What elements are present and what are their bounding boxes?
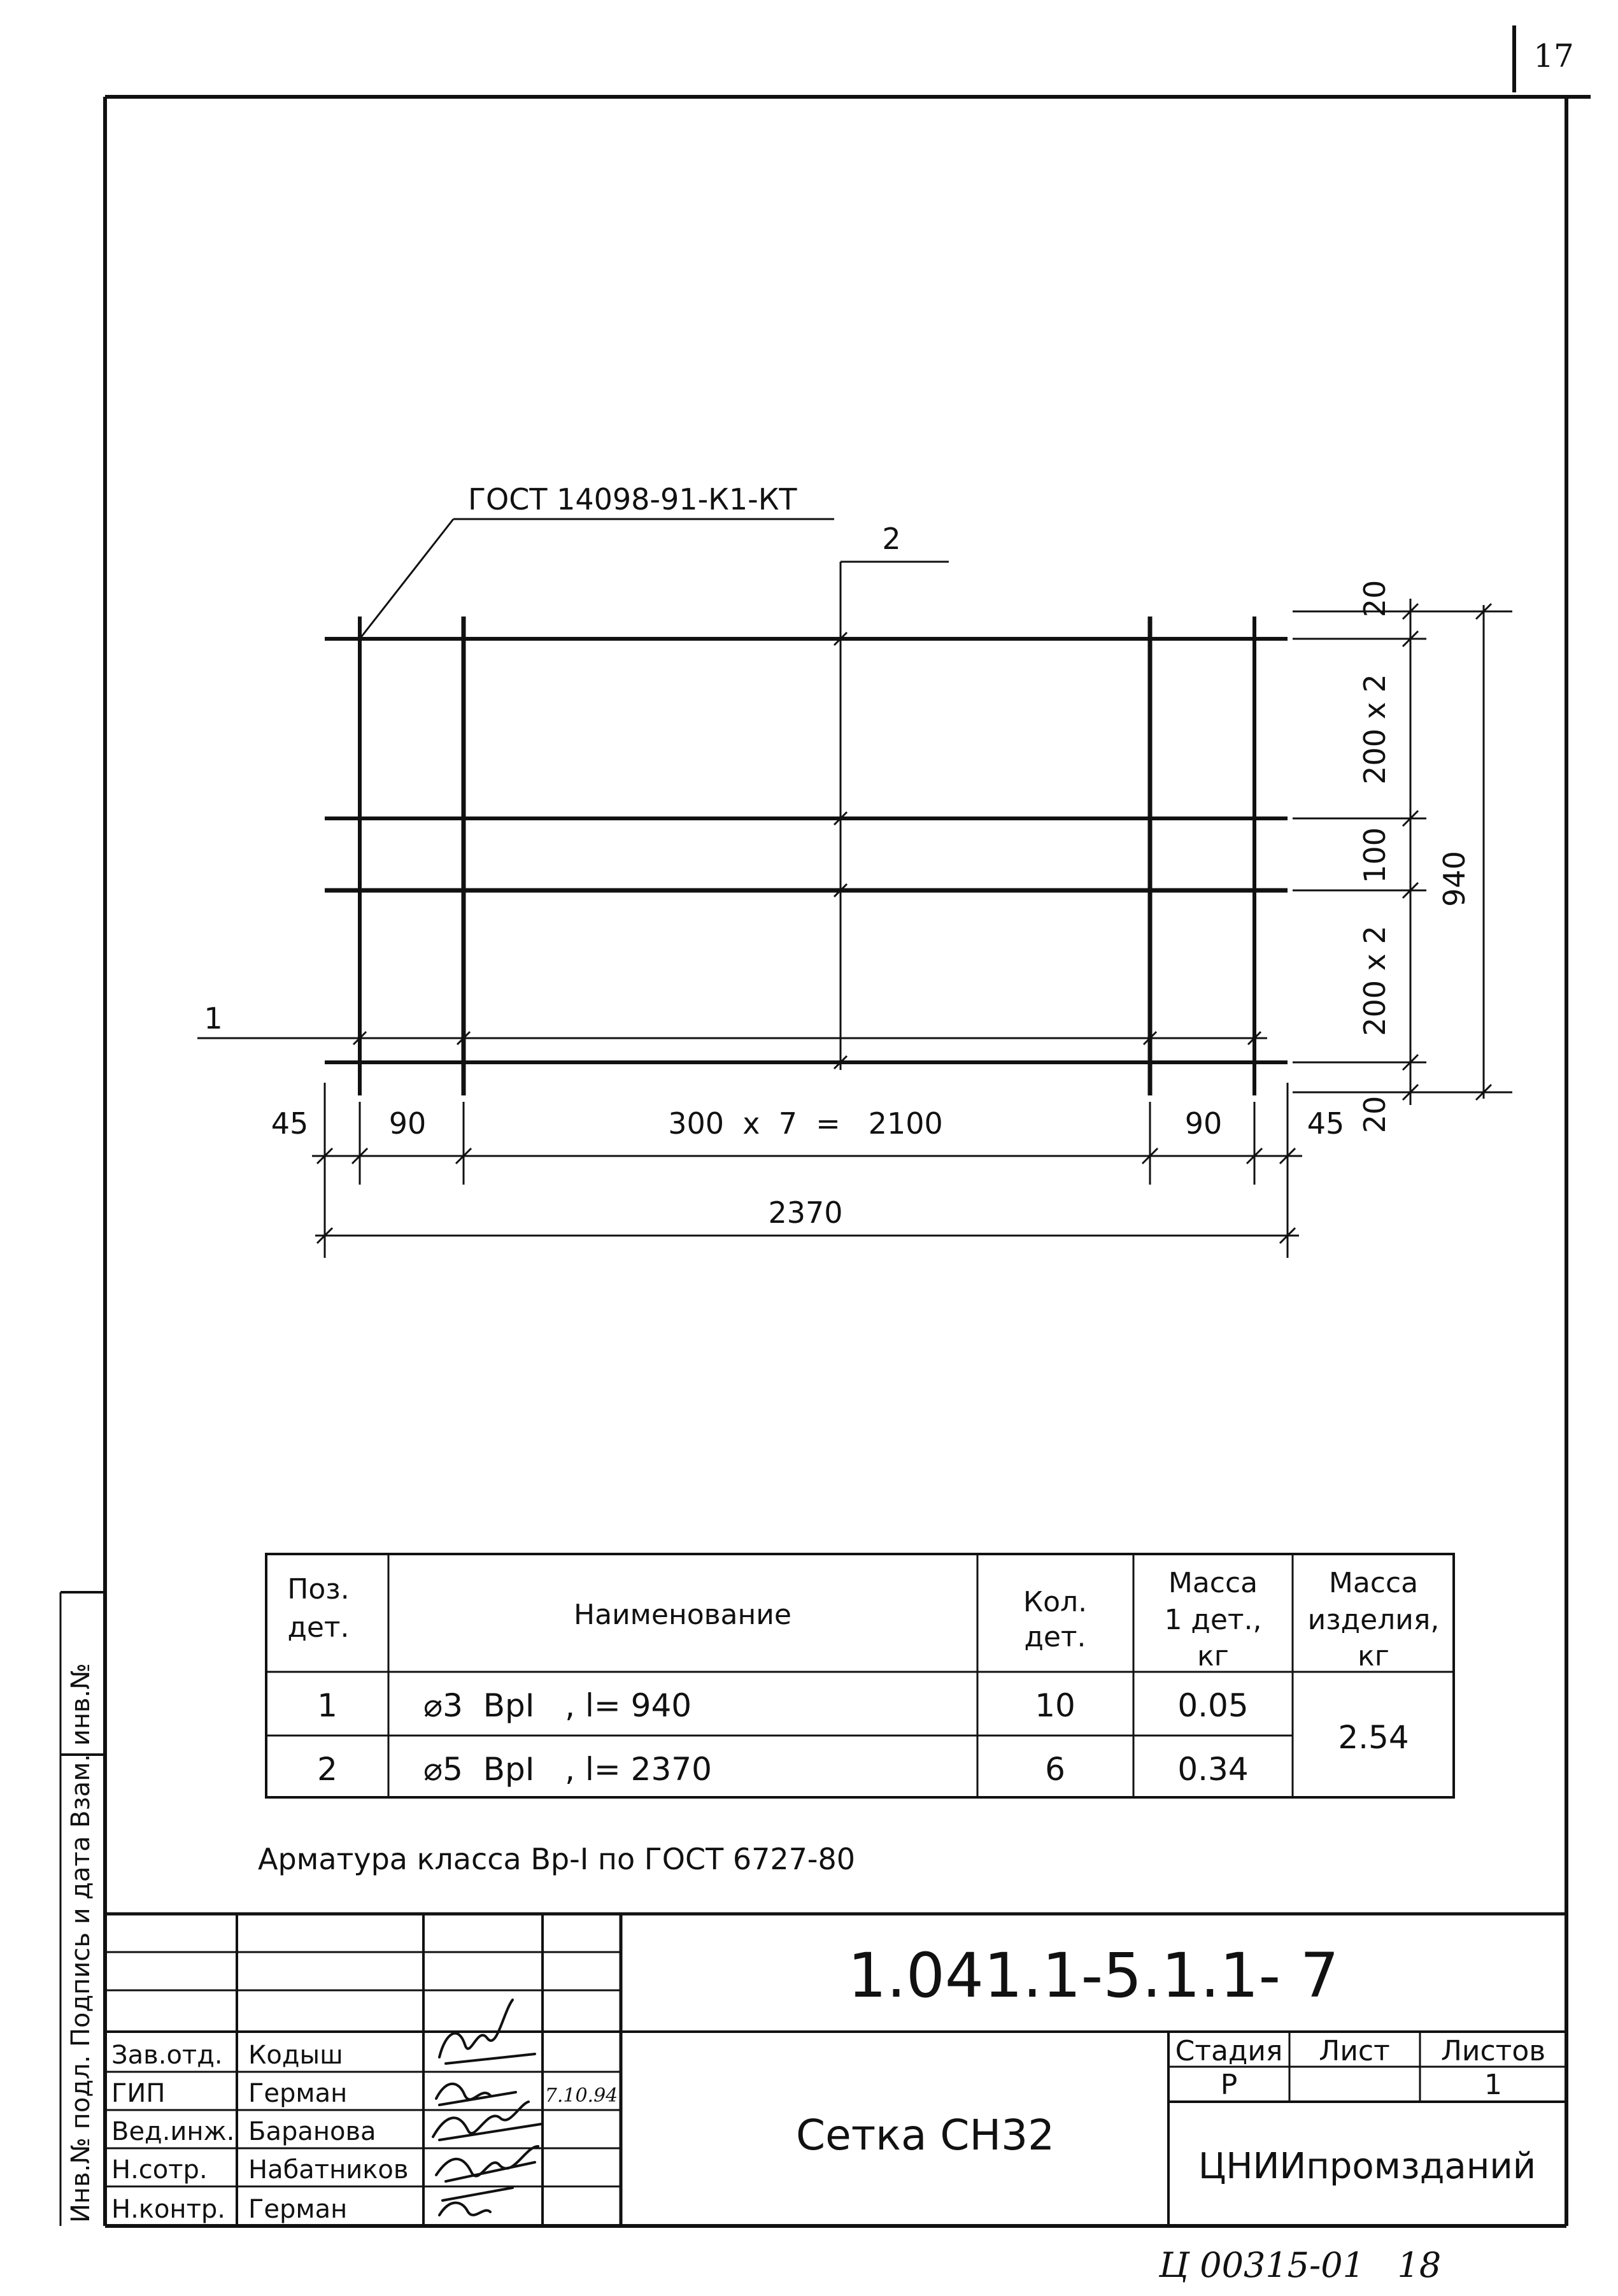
doc-code: 1.041.1-5.1.1- 7	[848, 1940, 1339, 2011]
header-mass1-line1: Масса	[1168, 1567, 1258, 1599]
signer-name: Герман	[248, 2195, 348, 2224]
reinforcement-note: Арматура класса Вр-I по ГОСТ 6727-80	[258, 1842, 856, 1876]
side-stamp-text: Инв.№ подл. Подпись и дата Взам. инв.№	[66, 1663, 96, 2223]
signer-role: Н.контр.	[111, 2195, 225, 2224]
dim-upper: 200 x 2	[1358, 674, 1392, 785]
sheets-value: 1	[1484, 2069, 1502, 2101]
row1-pos: 1	[317, 1687, 337, 1724]
pos2-label: 2	[882, 522, 901, 556]
signer-row	[111, 2155, 408, 2185]
header-mass-total-line2: изделия,	[1307, 1604, 1440, 1636]
signer-name: Кодыш	[248, 2041, 343, 2070]
header-pos-line1: Поз.	[287, 1573, 350, 1606]
signer-role: Н.сотр.	[111, 2155, 208, 2185]
signer-role: Зав.отд.	[111, 2041, 223, 2070]
dim-lower: 200 x 2	[1358, 925, 1392, 1036]
dim-bottom-edge: 20	[1358, 1095, 1392, 1134]
signer-name: Набатников	[248, 2155, 409, 2185]
frame	[105, 97, 1591, 2226]
signer-row	[111, 2117, 376, 2146]
organization: ЦНИИпромзданий	[1198, 2146, 1536, 2187]
dim-bay-left: 90	[388, 1106, 427, 1141]
mesh-drawing	[197, 482, 1512, 1258]
archive-number: Ц 00315-01 18	[1159, 2245, 1442, 2285]
gost-leader-label: ГОСТ 14098-91-К1-КТ	[468, 482, 797, 517]
title-block	[105, 1914, 1566, 2226]
row1-qty: 10	[1035, 1687, 1075, 1724]
spec-table	[266, 1554, 1454, 1797]
signature-5	[439, 2188, 513, 2215]
row2-pos: 2	[317, 1751, 337, 1788]
sheets-header: Листов	[1440, 2035, 1546, 2067]
signer-row	[111, 2041, 343, 2070]
page-number-tab	[1514, 25, 1574, 92]
row2-name: ⌀5 BpI , l= 2370	[423, 1751, 712, 1788]
signer-row	[111, 2079, 347, 2108]
header-mass-total-line1: Масса	[1328, 1567, 1419, 1599]
row2-mass: 0.34	[1177, 1751, 1249, 1788]
header-mass1-line3: кг	[1197, 1640, 1229, 1672]
total-mass: 2.54	[1338, 1719, 1409, 1756]
table-row	[317, 1751, 1249, 1788]
pos1-label: 1	[204, 1001, 223, 1036]
signer-role: ГИП	[111, 2079, 166, 2108]
dim-edge-right: 45	[1307, 1106, 1345, 1141]
header-mass-total-line3: кг	[1358, 1640, 1389, 1672]
table-row	[317, 1687, 1249, 1724]
stage-header: Стадия	[1175, 2035, 1283, 2067]
pos2-marker	[834, 522, 949, 1070]
vertical-bars	[360, 617, 1254, 1095]
item-title: Сетка СН32	[796, 2111, 1055, 2160]
signature-4	[436, 2146, 538, 2181]
page-number: 17	[1533, 38, 1574, 75]
row2-qty: 6	[1045, 1751, 1065, 1788]
dim-edge-left: 45	[271, 1106, 309, 1141]
signature-2	[436, 2084, 516, 2105]
signer-name: Герман	[248, 2079, 348, 2108]
sheet-header: Лист	[1319, 2035, 1390, 2067]
row1-mass: 0.05	[1177, 1687, 1249, 1724]
dim-bay-right: 90	[1184, 1106, 1223, 1141]
dim-middle-gap: 100	[1358, 827, 1392, 883]
gost-leader	[360, 482, 834, 639]
dimensions-bottom	[271, 1083, 1345, 1258]
header-name: Наименование	[574, 1599, 791, 1631]
signer-row	[111, 2195, 347, 2224]
header-pos-line2: дет.	[287, 1611, 350, 1644]
dim-overall-height: 940	[1437, 851, 1472, 907]
approval-date: 7.10.94	[544, 2085, 618, 2107]
header-mass1-line2: 1 дет.,	[1164, 1604, 1262, 1636]
row1-name: ⌀3 BpI , l= 940	[423, 1687, 692, 1724]
header-qty-line1: Кол.	[1023, 1586, 1088, 1618]
horizontal-bars	[325, 639, 1288, 1062]
dim-top-edge: 20	[1358, 580, 1392, 618]
signature-3	[433, 2102, 541, 2140]
stage-value: Р	[1220, 2069, 1238, 2101]
dim-overall-width: 2370	[768, 1195, 843, 1230]
header-qty-line2: дет.	[1024, 1621, 1086, 1653]
dim-middle: 300 x 7 = 2100	[668, 1106, 943, 1141]
side-stamp	[60, 1592, 105, 2226]
signer-role: Вед.инж.	[111, 2117, 235, 2146]
dimensions-right	[1293, 580, 1512, 1134]
signer-name: Баранова	[248, 2117, 376, 2146]
